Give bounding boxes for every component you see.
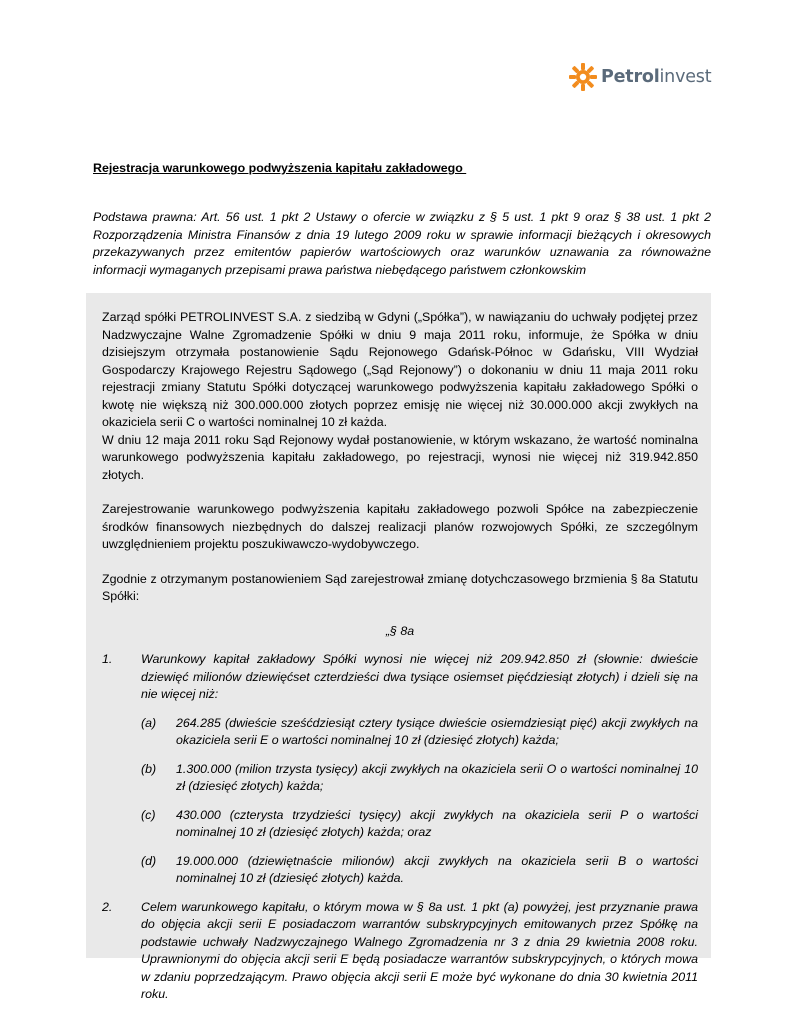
paragraph-registration: Zarząd spółki PETROLINVEST S.A. z siedzibą w Gdyni („Spółka”), w nawiązaniu do uchwały podjętej przez Nadzwyczajne Walne Zgromadzenie Spółki w dniu 9 maja 2011 roku, informuje, że Spółka w dniu dzisiejszym otrzymała postanowienie Sądu Rejonowego Gdańsk-Północ w Gdańsku, VIII Wydział Gospodarczy Krajowego Rejestru Sądowego („Sąd Rejonowy”) o dokonaniu w dniu 11 maja 2011 roku rejestracji zmiany Statutu Spółki dotyczącej warunkowego podwyższenia kapitału zakładowego Spółki o kwotę nie większą niż 300.000.000 złotych poprzez emisję nie więcej niż 30.000.000 akcji zwykłych na okaziciela serii C o wartości nominalnej 10 zł każda. [102, 310, 698, 429]
sub-item-text: 1.300.000 (milion trzysta tysięcy) akcji zwykłych na okaziciela serii O o wartości nominalnej 10 zł (dziesięć złotych) każda; [176, 761, 698, 793]
sub-item-text: 430.000 (czterysta trzydzieści tysięcy) akcji zwykłych na okaziciela serii P o wartości nominalnej 10 zł (dziesięć złotych) każda; oraz [176, 807, 698, 839]
sub-item [141, 715, 698, 750]
announcement-content [102, 309, 698, 1004]
section-heading: „§ 8a [385, 623, 415, 638]
sub-item-label: (d) [141, 853, 157, 868]
sub-item [141, 807, 698, 842]
announcement-box [86, 293, 711, 1001]
paragraph-court-decision: W dniu 12 maja 2011 roku Sąd Rejonowy wydał postanowienie, w którym wskazano, że wartość nominalna warunkowego podwyższenia kapitału zakładowego, po rejestracji, wynosi nie więcej niż 319.942.850 złotych. [102, 432, 698, 482]
sub-item-label: (a) [141, 715, 157, 730]
sub-item-text: 264.285 (dwieście sześćdziesiąt cztery tysiące dwieście osiemdziesiąt pięć) akcji zwykłych na okaziciela serii E o wartości nominalnej 10 zł (dziesięć złotych) każda; [176, 715, 698, 747]
sub-item-label: (b) [141, 761, 157, 776]
list-item [102, 651, 698, 704]
document-title: Rejestracja warunkowego podwyższenia kapitału zakładowego [93, 161, 467, 175]
legal-basis: Podstawa prawna: Art. 56 ust. 1 pkt 2 Ustawy o ofercie w związku z § 5 ust. 1 pkt 9 oraz § 38 ust. 1 pkt 2 Rozporządzenia Ministra Finansów z dnia 19 lutego 2009 roku w sprawie informacji bieżących i okresowych przekazywanych przez emitentów papierów wartościowych oraz warunków uznawania za równoważne informacji wymaganych przepisami prawa państwa niebędącego państwem członkowskim [93, 210, 711, 277]
item-number: 1. [102, 652, 113, 666]
list-item [102, 899, 698, 1004]
paragraph-statute-change: Zgodnie z otrzymanym postanowieniem Sąd zarejestrował zmianę dotychczasowego brzmienia § 8a Statutu Spółki: [102, 571, 698, 603]
logo-brand-light: invest [659, 67, 712, 87]
sub-item-text: 19.000.000 (dziewiętnaście milionów) akcji zwykłych na okaziciela serii B o wartości nominalnej 10 zł (dziesięć złotych) każda. [176, 853, 698, 885]
sub-item [141, 853, 698, 888]
logo-brand-bold: Petrol [601, 67, 660, 87]
paragraph-purpose: Zarejestrowanie warunkowego podwyższenia kapitału zakładowego pozwoli Spółce na zabezpieczenie środków finansowych niezbędnych do dalszej realizacji planów rozwojowych Spółki, ze szczególnym uwzględnieniem projektu poszukiwawczo-wydobywczego. [102, 502, 698, 551]
sub-item-label: (c) [141, 807, 156, 822]
item-number: 2. [102, 899, 113, 914]
sub-item [141, 761, 698, 796]
item-text: Celem warunkowego kapitału, o którym mowa w § 8a ust. 1 pkt (a) powyżej, jest przyznanie prawa do objęcia akcji serii E posiadaczom warrantów subskrypcyjnych emitowanych przez Spółkę na podstawie uchwały Nadzwyczajnego Walnego Zgromadzenia nr 3 z dnia 29 kwietnia 2008 roku. Uprawnionymi do objęcia akcji serii E będą posiadacze warrantów subskrypcyjnych, o których mowa w zdaniu poprzedzającym. Prawo objęcia akcji serii E może być wykonane do dnia 30 kwietnia 2011 roku. [141, 899, 698, 1001]
sun-gear-icon [569, 63, 597, 91]
item-text: Warunkowy kapitał zakładowy Spółki wynosi nie więcej niż 209.942.850 zł (słownie: dwieście dziewięć milionów dziewięćset czterdzieści dwa tysiące osiemset pięćdziesiąt złotych) i dzieli się na nie więcej niż: [141, 652, 698, 701]
company-logo [569, 62, 711, 92]
logo-wordmark [601, 67, 711, 87]
